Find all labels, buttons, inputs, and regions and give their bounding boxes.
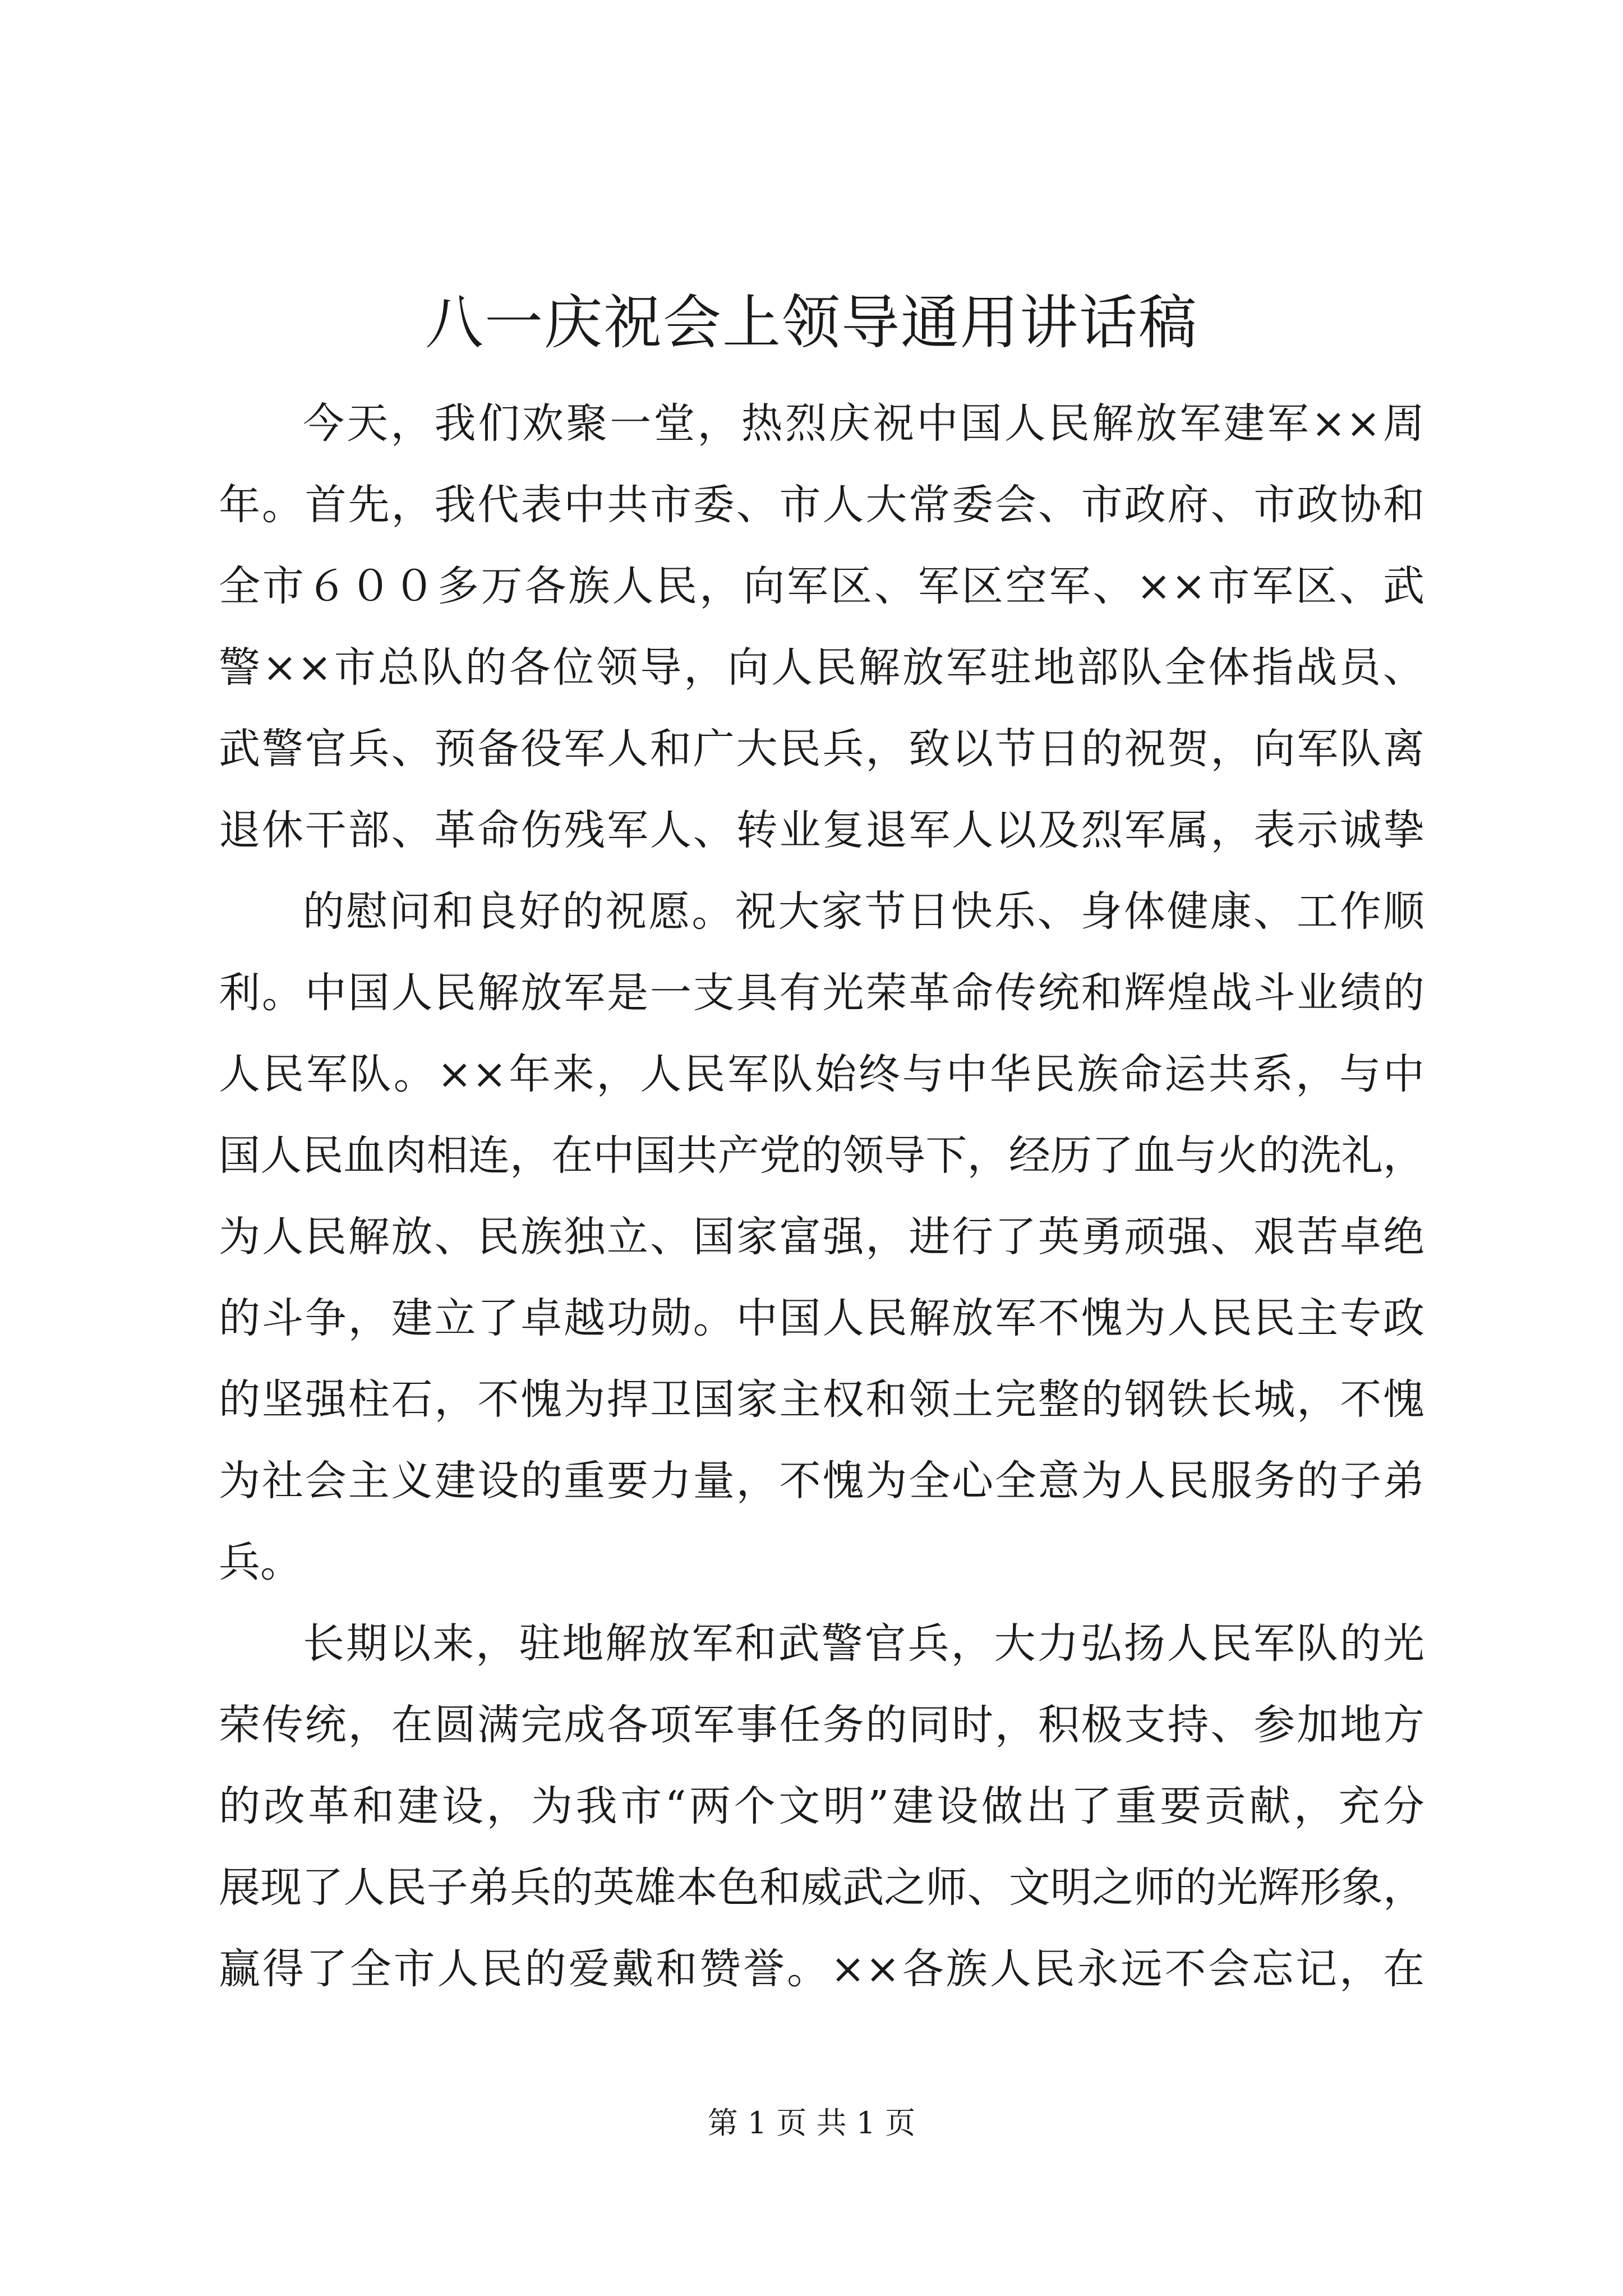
text-line: 赢得了全市人民的爱戴和赞誉。××各族人民永远不会忘记，在	[219, 1945, 1424, 1993]
text-line: 年。首先，我代表中共市委、市人大常委会、市政府、市政协和	[219, 481, 1424, 529]
text-line: 退休干部、革命伤残军人、转业复退军人以及烈军属，表示诚挚	[219, 806, 1424, 854]
page-footer: 第 1 页 共 1 页	[707, 2105, 916, 2141]
document-title: 八一庆祝会上领导通用讲话稿	[425, 288, 1198, 357]
text-line: 兵。	[219, 1538, 302, 1586]
text-line: 国人民血肉相连，在中国共产党的领导下，经历了血与火的洗礼，	[219, 1131, 1424, 1180]
text-line: 利。中国人民解放军是一支具有光荣革命传统和辉煌战斗业绩的	[219, 969, 1424, 1017]
text-line: 警××市总队的各位领导，向人民解放军驻地部队全体指战员、	[219, 643, 1424, 692]
text-line: 展现了人民子弟兵的英雄本色和威武之师、文明之师的光辉形象，	[219, 1864, 1424, 1912]
text-line: 人民军队。××年来，人民军队始终与中华民族命运共系，与中	[219, 1050, 1424, 1098]
text-line: 的坚强柱石，不愧为捍卫国家主权和领土完整的钢铁长城，不愧	[219, 1375, 1424, 1424]
text-line: 武警官兵、预备役军人和广大民兵，致以节日的祝贺，向军队离	[219, 725, 1424, 773]
text-line: 今天，我们欢聚一堂，热烈庆祝中国人民解放军建军××周	[303, 399, 1424, 448]
text-line: 长期以来，驻地解放军和武警官兵，大力弘扬人民军队的光	[303, 1619, 1424, 1668]
text-line: 的改革和建设，为我市“两个文明”建设做出了重要贡献，充分	[219, 1782, 1424, 1830]
text-line: 荣传统，在圆满完成各项军事任务的同时，积极支持、参加地方	[219, 1701, 1424, 1749]
text-line: 全市６００多万各族人民，向军区、军区空军、××市军区、武	[219, 562, 1424, 610]
text-line: 为社会主义建设的重要力量，不愧为全心全意为人民服务的子弟	[219, 1457, 1424, 1505]
text-line: 的慰问和良好的祝愿。祝大家节日快乐、身体健康、工作顺	[303, 887, 1424, 936]
text-line: 的斗争，建立了卓越功勋。中国人民解放军不愧为人民民主专政	[219, 1294, 1424, 1342]
text-line: 为人民解放、民族独立、国家富强，进行了英勇顽强、艰苦卓绝	[219, 1213, 1424, 1261]
